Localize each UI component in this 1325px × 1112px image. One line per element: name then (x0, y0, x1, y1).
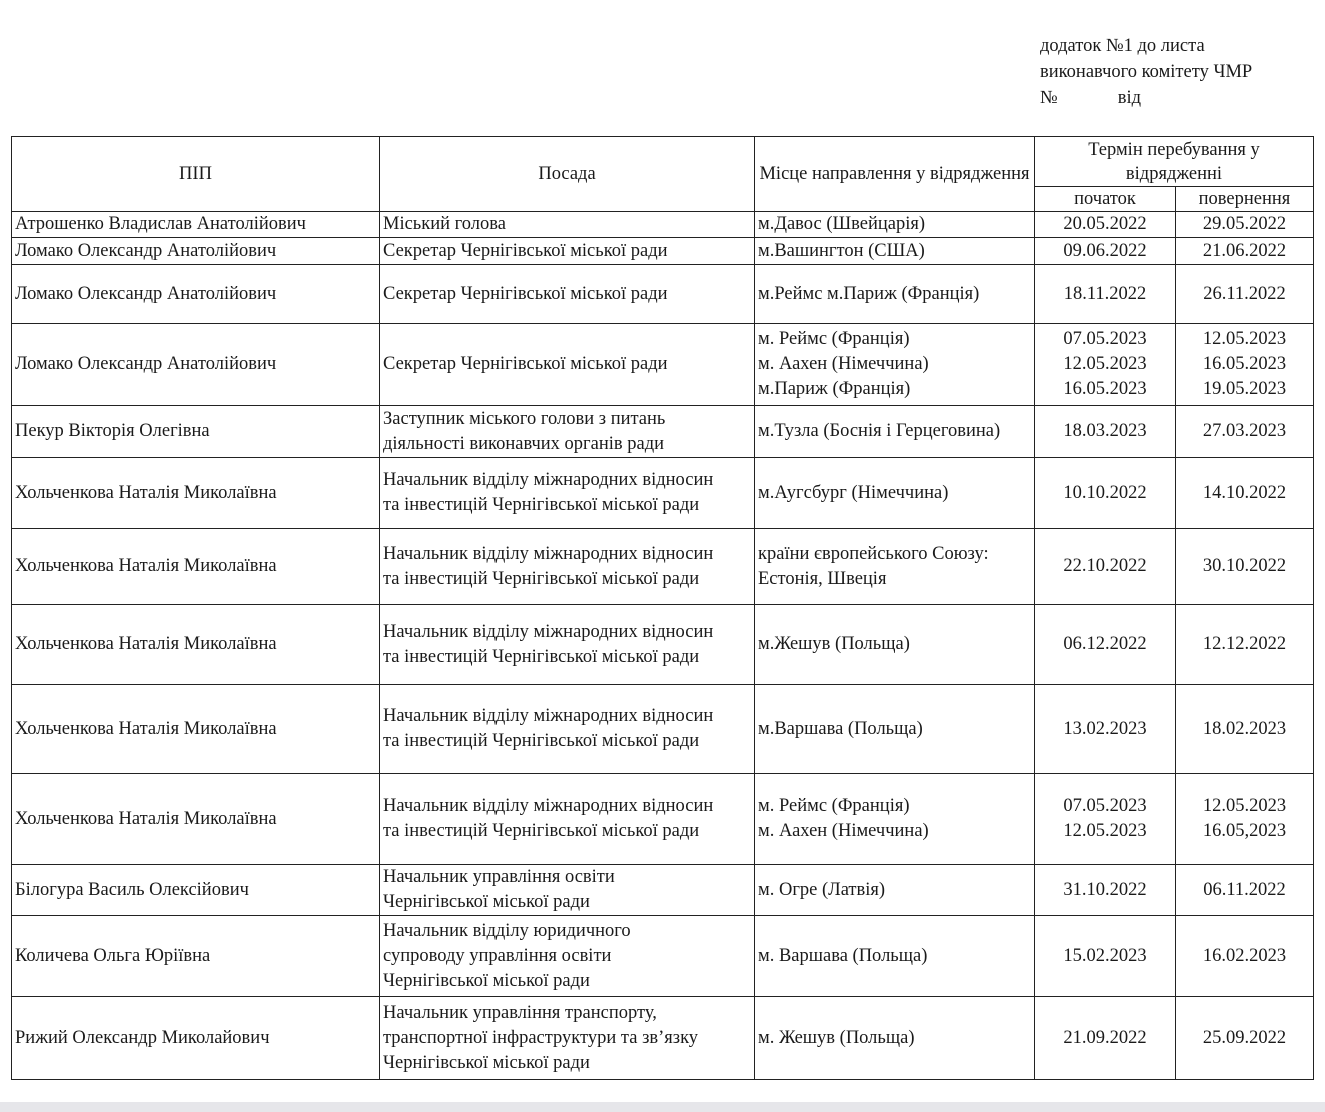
table-row (12, 529, 1314, 605)
cell-return-date: 12.05.2023 16.05,2023 (1176, 774, 1314, 865)
header-destination: Місце направлення у відрядження (755, 137, 1035, 212)
cell-start-date: 09.06.2022 (1035, 238, 1176, 265)
cell-return-date: 12.05.2023 16.05.2023 19.05.2023 (1176, 324, 1314, 406)
business-trips-table (11, 136, 1314, 1080)
cell-name: Рижий Олександр Миколайович (12, 997, 380, 1080)
annex-line-1: додаток №1 до листа (1040, 36, 1205, 56)
bottom-band (0, 1102, 1325, 1112)
header-position: Посада (380, 137, 755, 212)
cell-start-date: 10.10.2022 (1035, 458, 1176, 529)
table-row (12, 997, 1314, 1080)
cell-position: Секретар Чернігівської міської ради (380, 265, 755, 324)
cell-start-date: 31.10.2022 (1035, 865, 1176, 916)
table-row (12, 605, 1314, 685)
cell-name: Хольченкова Наталія Миколаївна (12, 685, 380, 774)
cell-name: Білогура Василь Олексійович (12, 865, 380, 916)
cell-position: Начальник відділу міжнародних відносин та інвестицій Чернігівської міської ради (380, 605, 755, 685)
table-row (12, 324, 1314, 406)
cell-return-date: 16.02.2023 (1176, 916, 1314, 997)
table-row (12, 265, 1314, 324)
cell-name: Ломако Олександр Анатолійович (12, 265, 380, 324)
annex-line-3: № від (1040, 88, 1142, 108)
cell-start-date: 21.09.2022 (1035, 997, 1176, 1080)
cell-name: Хольченкова Наталія Миколаївна (12, 529, 380, 605)
cell-name: Хольченкова Наталія Миколаївна (12, 458, 380, 529)
cell-start-date: 18.11.2022 (1035, 265, 1176, 324)
cell-return-date: 12.12.2022 (1176, 605, 1314, 685)
annex-note (1040, 33, 1252, 111)
cell-position: Начальник відділу міжнародних відносин та інвестицій Чернігівської міської ради (380, 774, 755, 865)
header-name: ПІП (12, 137, 380, 212)
cell-destination: м. Варшава (Польща) (755, 916, 1035, 997)
cell-destination: м.Вашингтон (США) (755, 238, 1035, 265)
cell-start-date: 22.10.2022 (1035, 529, 1176, 605)
cell-start-date: 13.02.2023 (1035, 685, 1176, 774)
table-row (12, 238, 1314, 265)
cell-position: Міський голова (380, 212, 755, 238)
cell-return-date: 26.11.2022 (1176, 265, 1314, 324)
cell-name: Ломако Олександр Анатолійович (12, 238, 380, 265)
cell-destination: м. Жешув (Польща) (755, 997, 1035, 1080)
cell-start-date: 07.05.2023 12.05.2023 16.05.2023 (1035, 324, 1176, 406)
cell-position: Начальник управління транспорту, транспортної інфраструктури та зв’язку Чернігівської міської ради (380, 997, 755, 1080)
header-return: повернення (1176, 187, 1314, 212)
cell-return-date: 25.09.2022 (1176, 997, 1314, 1080)
table-row (12, 458, 1314, 529)
cell-return-date: 27.03.2023 (1176, 406, 1314, 458)
annex-line-2: виконавчого комітету ЧМР (1040, 62, 1253, 82)
cell-name: Хольченкова Наталія Миколаївна (12, 774, 380, 865)
cell-name: Ломако Олександр Анатолійович (12, 324, 380, 406)
cell-destination: м.Варшава (Польща) (755, 685, 1035, 774)
cell-position: Заступник міського голови з питань діяльності виконавчих органів ради (380, 406, 755, 458)
cell-position: Начальник відділу міжнародних відносин та інвестицій Чернігівської міської ради (380, 685, 755, 774)
cell-start-date: 20.05.2022 (1035, 212, 1176, 238)
cell-position: Начальник управління освіти Чернігівської міської ради (380, 865, 755, 916)
cell-destination: м.Реймс м.Париж (Франція) (755, 265, 1035, 324)
cell-return-date: 29.05.2022 (1176, 212, 1314, 238)
cell-start-date: 15.02.2023 (1035, 916, 1176, 997)
cell-position: Начальник відділу міжнародних відносин та інвестицій Чернігівської міської ради (380, 529, 755, 605)
cell-name: Количева Ольга Юріївна (12, 916, 380, 997)
cell-position: Секретар Чернігівської міської ради (380, 238, 755, 265)
cell-return-date: 14.10.2022 (1176, 458, 1314, 529)
cell-position: Секретар Чернігівської міської ради (380, 324, 755, 406)
cell-destination: м.Жешув (Польща) (755, 605, 1035, 685)
cell-destination: м.Аугсбург (Німеччина) (755, 458, 1035, 529)
table-row (12, 916, 1314, 997)
cell-position: Начальник відділу міжнародних відносин та інвестицій Чернігівської міської ради (380, 458, 755, 529)
cell-destination: м.Тузла (Боснія і Герцеговина) (755, 406, 1035, 458)
cell-return-date: 30.10.2022 (1176, 529, 1314, 605)
cell-destination: м. Реймс (Франція) м. Аахен (Німеччина) (755, 774, 1035, 865)
header-start: початок (1035, 187, 1176, 212)
cell-destination: м.Давос (Швейцарія) (755, 212, 1035, 238)
cell-destination: м. Огре (Латвія) (755, 865, 1035, 916)
cell-name: Пекур Вікторія Олегівна (12, 406, 380, 458)
cell-destination: м. Реймс (Франція) м. Аахен (Німеччина) м.Париж (Франція) (755, 324, 1035, 406)
table-row (12, 212, 1314, 238)
cell-name: Атрошенко Владислав Анатолійович (12, 212, 380, 238)
table-row (12, 406, 1314, 458)
table-row (12, 774, 1314, 865)
cell-return-date: 18.02.2023 (1176, 685, 1314, 774)
table-row (12, 685, 1314, 774)
cell-start-date: 07.05.2023 12.05.2023 (1035, 774, 1176, 865)
cell-name: Хольченкова Наталія Миколаївна (12, 605, 380, 685)
cell-destination: країни європейського Союзу: Естонія, Швеція (755, 529, 1035, 605)
table-row (12, 865, 1314, 916)
cell-start-date: 06.12.2022 (1035, 605, 1176, 685)
cell-return-date: 21.06.2022 (1176, 238, 1314, 265)
header-term: Термін перебування у відрядженні (1035, 137, 1314, 187)
cell-position: Начальник відділу юридичного супроводу управління освіти Чернігівської міської ради (380, 916, 755, 997)
table-body (12, 212, 1314, 1080)
cell-start-date: 18.03.2023 (1035, 406, 1176, 458)
cell-return-date: 06.11.2022 (1176, 865, 1314, 916)
